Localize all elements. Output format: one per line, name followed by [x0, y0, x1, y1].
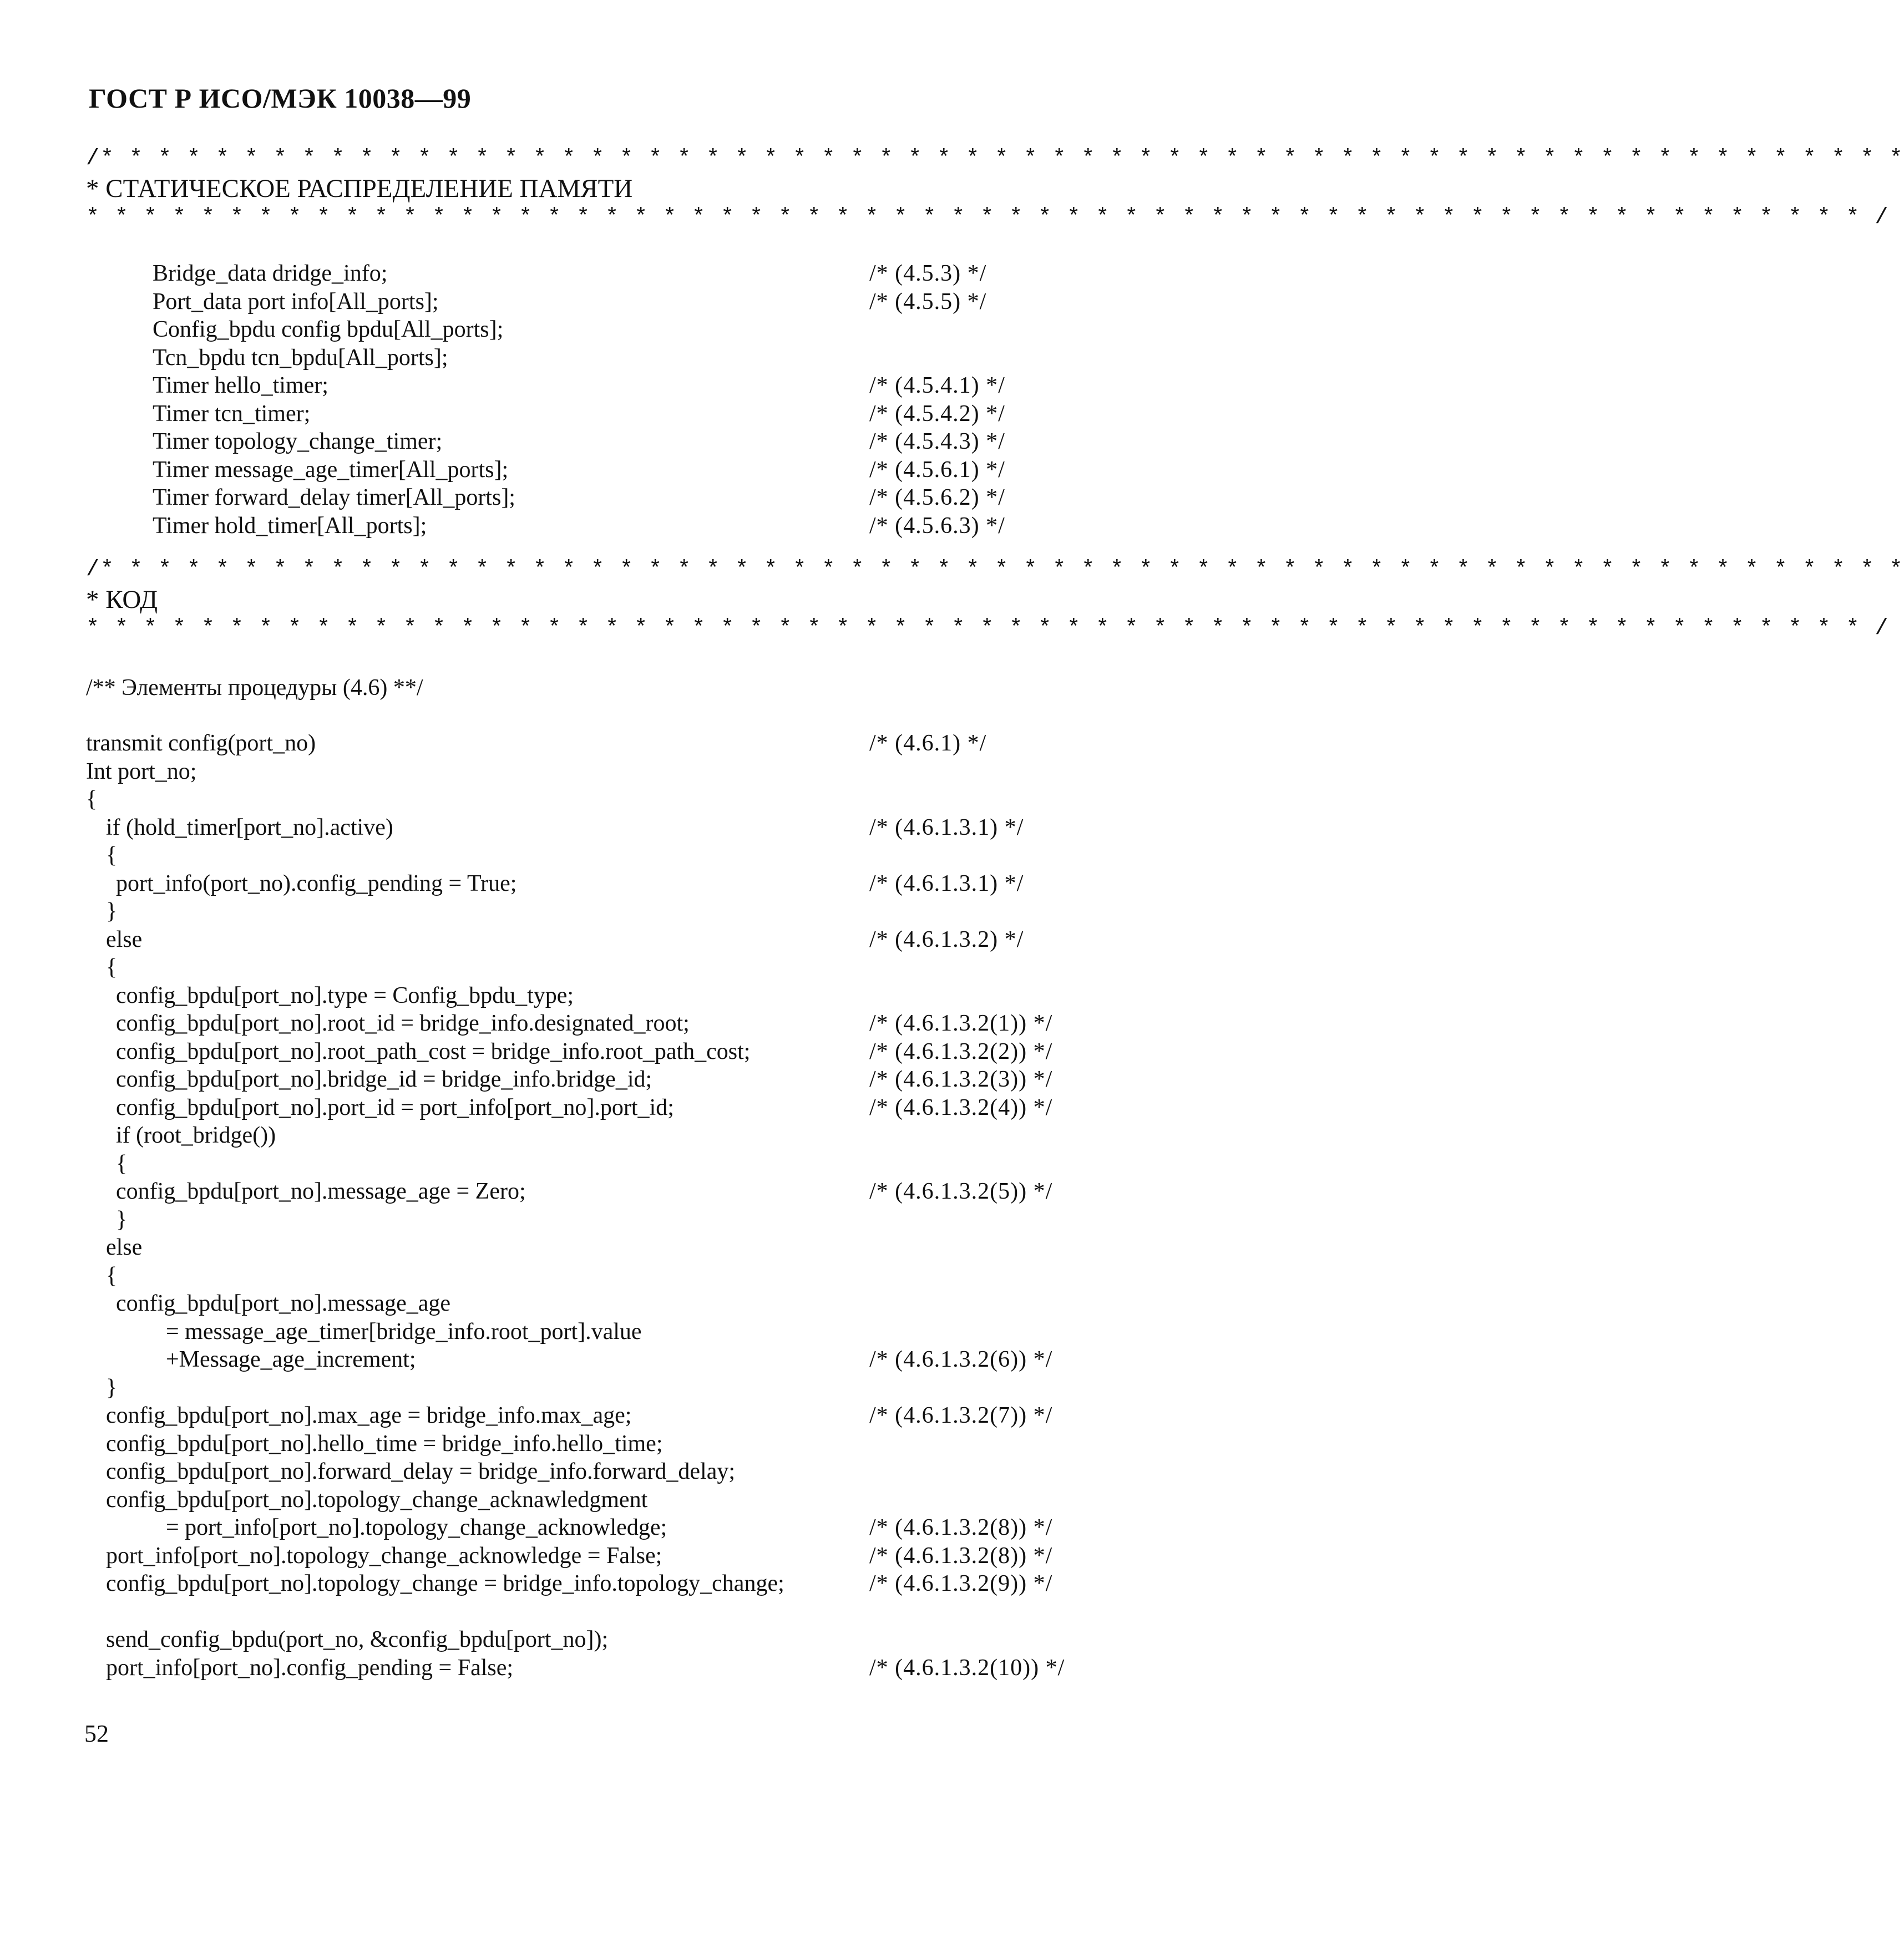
code-comment-ref: /* (4.6.1.3.2) */ — [869, 926, 1024, 952]
code-comment-ref: /* (4.5.6.1) */ — [869, 456, 1005, 483]
code-line — [86, 814, 1140, 842]
code-text: port_info(port_no).config_pending = True; — [116, 870, 517, 896]
code-line — [86, 1570, 1140, 1598]
code-line — [86, 1009, 1140, 1038]
code-line — [86, 260, 1140, 288]
code-text: Bridge_data dridge_info; — [153, 261, 388, 286]
code-text: } — [116, 1206, 128, 1232]
code-line — [86, 785, 1140, 814]
code-text: if (hold_timer[port_no].active) — [106, 814, 393, 840]
comment-star-line-open: /* * * * * * * * * * * * * * * * * * * * * * * * * * * * * * * * * * * * * * * * * * * * * * * * * * * * * * * * * * * * * * * — [86, 557, 1904, 582]
code-line — [86, 1514, 1140, 1542]
code-text: Timer tcn_timer; — [153, 400, 311, 427]
procedure-code-block — [86, 729, 1140, 1682]
code-line — [86, 1094, 1140, 1122]
code-text: Timer topology_change_timer; — [153, 429, 443, 454]
code-comment-ref: /* (4.5.3) */ — [869, 261, 987, 286]
code-line — [86, 1290, 1140, 1318]
code-comment-ref: /* (4.6.1) */ — [869, 730, 987, 756]
code-comment-ref: /* (4.6.1.3.2(3)) */ — [869, 1067, 1053, 1092]
code-text: Timer message_age_timer[All_ports]; — [153, 456, 509, 483]
code-text: config_bpdu[port_no].topology_change_acknawledgment — [106, 1486, 648, 1513]
code-line — [86, 484, 1140, 512]
code-comment-ref: /* (4.6.1.3.2(10)) */ — [869, 1655, 1065, 1681]
code-line — [86, 1122, 1140, 1150]
code-line — [86, 1262, 1140, 1290]
code-text: config_bpdu[port_no].topology_change = bridge_info.topology_change; — [106, 1571, 784, 1596]
code-text: config_bpdu[port_no].message_age — [116, 1291, 450, 1316]
code-line — [86, 1374, 1140, 1402]
code-text: port_info[port_no].config_pending = False; — [106, 1655, 514, 1681]
code-comment-ref: /* (4.5.6.2) */ — [869, 485, 1005, 510]
code-text: config_bpdu[port_no].type = Config_bpdu_type; — [116, 982, 574, 1008]
code-line — [86, 870, 1140, 898]
code-line — [86, 729, 1140, 758]
code-line — [86, 1150, 1140, 1178]
code-text: +Message_age_increment; — [166, 1347, 416, 1372]
code-text: Port_data port info[All_ports]; — [153, 288, 439, 314]
code-line — [86, 1458, 1140, 1486]
code-text: send_config_bpdu(port_no, &config_bpdu[port_no]); — [106, 1627, 609, 1652]
code-text: Config_bpdu config bpdu[All_ports]; — [153, 317, 504, 342]
code-comment-ref: /* (4.5.5) */ — [869, 288, 987, 314]
code-comment-ref: /* (4.6.1.3.2(5)) */ — [869, 1179, 1053, 1204]
code-text: } — [106, 899, 118, 924]
code-line — [86, 1038, 1140, 1066]
code-line — [86, 344, 1140, 372]
code-line — [86, 1318, 1140, 1346]
static-declarations-block — [86, 260, 1140, 540]
code-text: config_bpdu[port_no].root_path_cost = bridge_info.root_path_cost; — [116, 1038, 751, 1064]
code-line — [86, 1598, 1140, 1626]
code-line — [86, 428, 1140, 456]
code-text: Timer hold_timer[All_ports]; — [153, 513, 427, 539]
code-comment-ref: /* (4.6.1.3.2(4)) */ — [869, 1094, 1053, 1120]
code-line — [86, 1430, 1140, 1458]
code-comment-ref: /* (4.6.1.3.2(8)) */ — [869, 1543, 1053, 1569]
code-line — [86, 982, 1140, 1010]
page-number: 52 — [84, 1720, 109, 1747]
code-comment-ref: /* (4.5.4.1) */ — [869, 373, 1005, 398]
code-line — [86, 926, 1140, 954]
code-text: transmit config(port_no) — [86, 730, 316, 756]
code-text: config_bpdu[port_no].root_id = bridge_info.designated_root; — [116, 1011, 690, 1036]
code-text: config_bpdu[port_no].hello_time = bridge_info.hello_time; — [106, 1430, 663, 1457]
code-text: { — [86, 787, 98, 812]
code-line — [86, 1178, 1140, 1206]
code-comment-ref: /* (4.5.4.3) */ — [869, 429, 1005, 454]
static-memory-section-banner — [86, 145, 1904, 232]
code-text: = port_info[port_no].topology_change_acknowledge; — [166, 1515, 667, 1540]
code-text: config_bpdu[port_no].forward_delay = bridge_info.forward_delay; — [106, 1459, 735, 1484]
code-text: port_info[port_no].topology_change_acknowledge = False; — [106, 1543, 662, 1569]
code-line — [86, 316, 1140, 344]
code-line — [86, 1402, 1140, 1430]
document-header: ГОСТ Р ИСО/МЭК 10038—99 — [89, 83, 472, 114]
code-text: Timer hello_timer; — [153, 373, 328, 398]
code-text: config_bpdu[port_no].max_age = bridge_info.max_age; — [106, 1403, 632, 1428]
code-text: { — [116, 1150, 128, 1176]
code-line — [86, 456, 1140, 484]
code-comment-ref: /* (4.6.1.3.1) */ — [869, 870, 1024, 896]
code-line — [86, 1542, 1140, 1570]
code-line — [86, 1066, 1140, 1094]
procedure-heading-block — [86, 674, 1140, 702]
code-line — [86, 953, 1140, 982]
code-text: if (root_bridge()) — [116, 1123, 276, 1148]
code-text: } — [106, 1374, 118, 1401]
code-comment-ref: /* (4.5.6.3) */ — [869, 513, 1005, 539]
code-comment-ref: /* (4.5.4.2) */ — [869, 400, 1005, 427]
section-title-code: * КОД — [86, 585, 158, 614]
code-comment-ref: /* (4.6.1.3.2(6)) */ — [869, 1347, 1053, 1372]
section-title-static-memory: * СТАТИЧЕСКОЕ РАСПРЕДЕЛЕНИЕ ПАМЯТИ — [86, 174, 633, 203]
code-line — [86, 758, 1140, 786]
code-text: Tcn_bpdu tcn_bpdu[All_ports]; — [153, 344, 448, 371]
comment-star-line-close: * * * * * * * * * * * * * * * * * * * * * * * * * * * * * * * * * * * * * * * * * * * * * * * * * * * * * * * * * * * * * * / — [86, 205, 1890, 230]
code-line — [86, 1486, 1140, 1514]
code-comment-ref: /* (4.6.1.3.2(7)) */ — [869, 1403, 1053, 1428]
code-line — [86, 372, 1140, 400]
code-text: config_bpdu[port_no].bridge_id = bridge_info.bridge_id; — [116, 1067, 652, 1092]
code-line — [86, 400, 1140, 428]
code-text: { — [106, 1262, 118, 1288]
code-text: else — [106, 926, 143, 952]
code-section-banner — [86, 556, 1904, 643]
code-line — [86, 1234, 1140, 1262]
code-text: { — [106, 843, 118, 868]
comment-star-line-open: /* * * * * * * * * * * * * * * * * * * * * * * * * * * * * * * * * * * * * * * * * * * * * * * * * * * * * * * * * * * * * * * — [86, 146, 1904, 171]
code-comment-ref: /* (4.6.1.3.2(8)) */ — [869, 1515, 1053, 1540]
code-comment-ref: /* (4.6.1.3.1) */ — [869, 814, 1024, 840]
code-line — [86, 897, 1140, 926]
code-text: Int port_no; — [86, 758, 197, 784]
code-line — [86, 512, 1140, 540]
code-text: { — [106, 955, 118, 980]
code-text: else — [106, 1235, 143, 1260]
code-line — [86, 1654, 1140, 1682]
code-line — [86, 841, 1140, 870]
code-comment-ref: /* (4.6.1.3.2(1)) */ — [869, 1011, 1053, 1036]
code-text: config_bpdu[port_no].port_id = port_info[port_no].port_id; — [116, 1094, 674, 1120]
code-line — [86, 288, 1140, 316]
code-comment-ref: /* (4.6.1.3.2(9)) */ — [869, 1571, 1053, 1596]
code-line — [86, 1346, 1140, 1374]
code-line — [86, 1626, 1140, 1654]
code-comment-ref: /* (4.6.1.3.2(2)) */ — [869, 1038, 1053, 1064]
procedure-heading: /** Элементы процедуры (4.6) **/ — [86, 675, 423, 701]
code-text: = message_age_timer[bridge_info.root_port].value — [166, 1318, 642, 1345]
code-line — [86, 1206, 1140, 1234]
code-text: Timer forward_delay timer[All_ports]; — [153, 485, 515, 510]
code-text: config_bpdu[port_no].message_age = Zero; — [116, 1179, 526, 1204]
comment-star-line-close: * * * * * * * * * * * * * * * * * * * * * * * * * * * * * * * * * * * * * * * * * * * * * * * * * * * * * * * * * * * * * * / — [86, 616, 1890, 641]
